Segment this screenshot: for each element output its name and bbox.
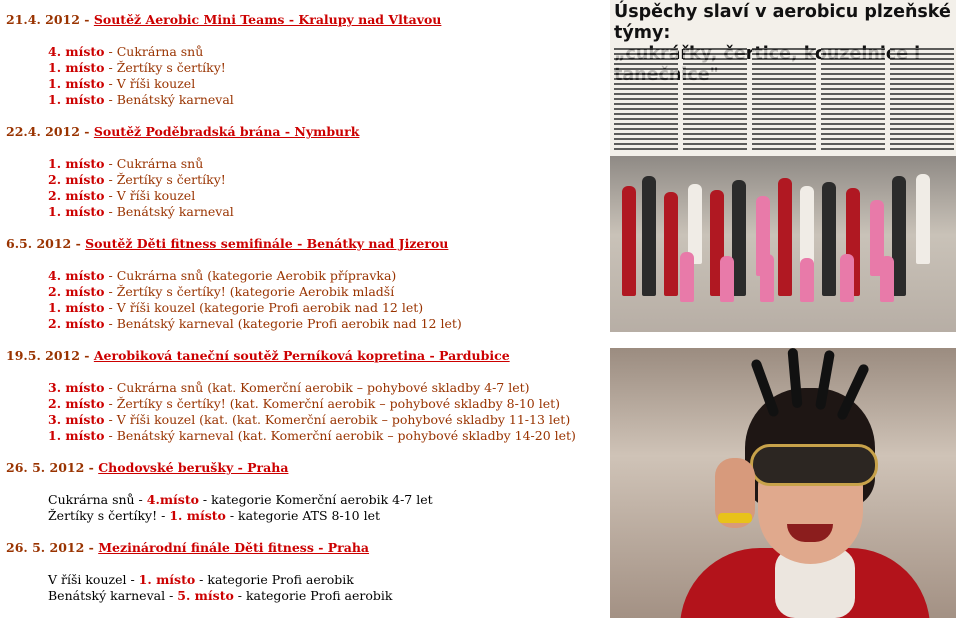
section-date: 19.5. 2012 (6, 348, 80, 363)
result-item: V říši kouzel - 1. místo - kategorie Profi aerobik (48, 572, 354, 587)
section-header: 21.4. 2012 - Soutěž Aerobic Mini Teams - Kralupy nad Vltavou (6, 12, 442, 27)
result-item: 3. místo - V říši kouzel (kat. (kat. Komerční aerobik – pohybové skladby 11-13 let) (48, 412, 571, 427)
result-item: 1. místo - Benátský karneval (kat. Komerční aerobik – pohybové skladby 14-20 let) (48, 428, 576, 443)
result-item: 2. místo - Benátský karneval (kategorie Profi aerobik nad 12 let) (48, 316, 462, 331)
section-title-link[interactable]: Mezinárodní finále Děti fitness - Praha (98, 540, 370, 555)
result-item: Žertíky s čertíky! - 1. místo - kategorie ATS 8-10 let (48, 508, 381, 523)
result-item: 2. místo - V říši kouzel (48, 188, 196, 203)
section-date: 26. 5. 2012 (6, 540, 85, 555)
result-item: 4. místo - Cukrárna snů (48, 44, 204, 59)
section-header: 26. 5. 2012 - Chodovské berušky - Praha (6, 460, 289, 475)
result-item: 4. místo - Cukrárna snů (kategorie Aerobik přípravka) (48, 268, 397, 283)
section-date: 6.5. 2012 (6, 236, 72, 251)
result-item: 1. místo - Žertíky s čertíky! (48, 60, 226, 75)
result-item: 1. místo - Benátský karneval (48, 92, 234, 107)
section-date: 22.4. 2012 (6, 124, 80, 139)
section-title-link[interactable]: Soutěž Děti fitness semifinále - Benátky nad Jizerou (85, 236, 449, 251)
clipping-article-text (614, 48, 952, 152)
section-title-link[interactable]: Chodovské berušky - Praha (98, 460, 289, 475)
section-title-link[interactable]: Soutěž Poděbradská brána - Nymburk (93, 124, 360, 139)
team-group-photo (610, 156, 956, 332)
result-item: 2. místo - Žertíky s čertíky! (kat. Komerční aerobik – pohybové skladby 8-10 let) (48, 396, 561, 411)
result-item: Benátský karneval - 5. místo - kategorie Profi aerobik (48, 588, 393, 603)
section-date: 26. 5. 2012 (6, 460, 85, 475)
result-item: 1. místo - V říši kouzel (kategorie Profi aerobik nad 12 let) (48, 300, 424, 315)
section-header: 26. 5. 2012 - Mezinárodní finále Děti fitness - Praha (6, 540, 370, 555)
carnival-mask-photo (610, 348, 956, 618)
result-item: 2. místo - Žertíky s čertíky! (48, 172, 226, 187)
result-item: 2. místo - Žertíky s čertíky! (kategorie Aerobik mladší (48, 284, 395, 299)
section-title-link[interactable]: Aerobiková taneční soutěž Perníková kopretina - Pardubice (93, 348, 510, 363)
newspaper-clipping (610, 0, 956, 332)
section-header: 6.5. 2012 - Soutěž Děti fitness semifinále - Benátky nad Jizerou (6, 236, 449, 251)
result-item: 3. místo - Cukrárna snů (kat. Komerční aerobik – pohybové skladby 4-7 let) (48, 380, 530, 395)
clipping-headline: Úspěchy slaví v aerobicu plzeňské týmy: (614, 2, 951, 43)
result-item: 1. místo - Cukrárna snů (48, 156, 204, 171)
section-date: 21.4. 2012 (6, 12, 80, 27)
result-item: 1. místo - V říši kouzel (48, 76, 196, 91)
section-header: 19.5. 2012 - Aerobiková taneční soutěž Perníková kopretina - Pardubice (6, 348, 510, 363)
section-title-link[interactable]: Soutěž Aerobic Mini Teams - Kralupy nad Vltavou (93, 12, 442, 27)
result-item: 1. místo - Benátský karneval (48, 204, 234, 219)
result-item: Cukrárna snů - 4.místo - kategorie Komerční aerobik 4-7 let (48, 492, 433, 507)
section-header: 22.4. 2012 - Soutěž Poděbradská brána - Nymburk (6, 124, 360, 139)
